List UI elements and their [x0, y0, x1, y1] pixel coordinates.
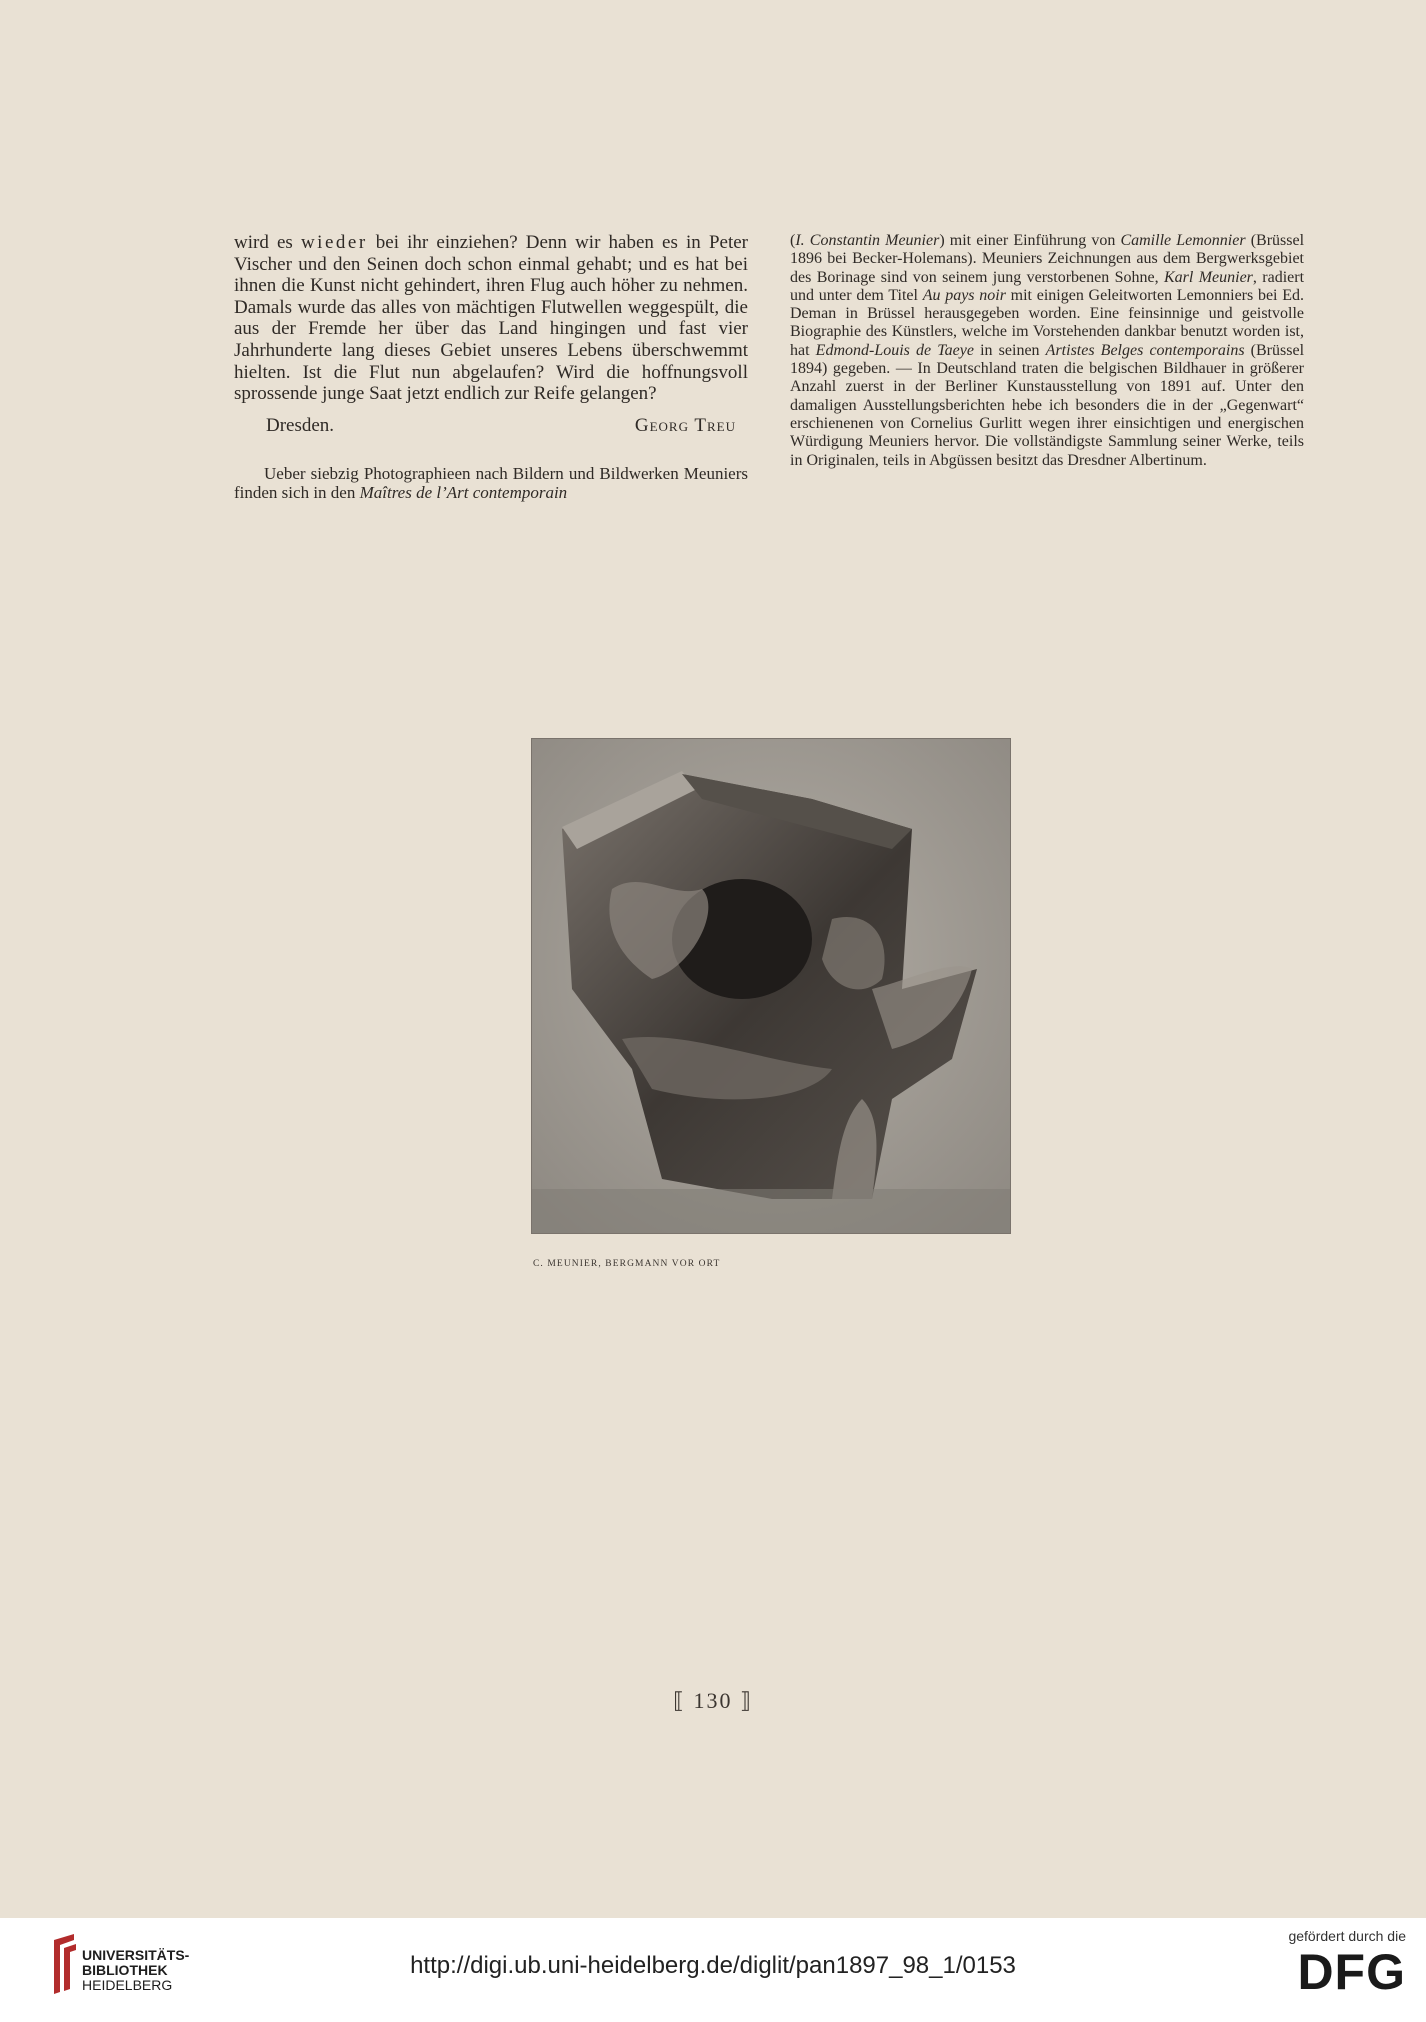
text-run: wird es — [234, 232, 301, 253]
permalink-url[interactable]: http://digi.ub.uni-heidelberg.de/diglit/pan1897_98_1/0153 — [410, 1952, 1016, 1979]
page-number: ⟦ 130 ⟧ — [673, 1688, 753, 1713]
left-text-column — [234, 232, 748, 502]
library-line: BIBLIOTHEK — [82, 1962, 168, 1978]
italic-title: Maîtres de l’Art contemporain — [359, 483, 568, 503]
signature-line — [266, 415, 736, 437]
text-run: , radiert und unter dem Titel — [790, 268, 1305, 304]
footnote-continuation — [790, 232, 1304, 470]
text-run: (Brüssel 1894) gegeben. — In Deutschland traten die belgischen Bildhauer in größerer Anzahl zuerst in der Berliner Kunstausstellung von 1891 auf. Unter den damaligen Ausstellungsberichten hebe ich besonders die in der „Gegenwart“ erschienenen von Cornelius Gurlitt wegen ihrer einsichtigen und energischen Würdigung Meuniers hervor. Die vollständigste Sammlung seiner Werke, teils in Originalen, teils in Abgüssen besitzt das Dresdner Albertinum. — [790, 341, 1305, 469]
right-text-column — [790, 232, 1304, 470]
sculpture-photograph — [531, 738, 1011, 1234]
italic-title: Artistes Belges contemporains — [1045, 341, 1245, 359]
author-name: Georg Treu — [634, 414, 736, 436]
text-run: ( — [790, 232, 796, 249]
funder-block[interactable] — [1266, 1928, 1406, 2000]
text-run: bei ihr einziehen? Denn wir haben es in Peter Vischer und den Seinen doch schon einmal gehabt; und es hat bei ihnen die Kunst nicht gehindert, ihren Flug auch höher zu nehmen. Damals wurde das alles von mächtigen Flutwellen weggespült, die aus der Fremde her über das Land hingingen und fast vier Jahrhunderte lang dieses Gebiet unseres Lebens überschwemmt hielten. Ist die Flut nun abgelaufen? Wird die hoffnungsvoll sprossende junge Saat jetzt endlich zur Reife gelangen? — [234, 232, 748, 405]
italic-name: Karl Meunier — [1163, 268, 1253, 286]
text-run: ) mit einer Einführung von — [939, 232, 1121, 249]
footnote-paragraph — [234, 464, 748, 502]
viewer-footer — [0, 1918, 1426, 2022]
figure-caption: C. MEUNIER, BERGMANN VOR ORT — [533, 1259, 721, 1269]
spaced-word: wieder — [300, 232, 368, 253]
funding-label: gefördert durch die — [1288, 1928, 1406, 1944]
text-run: (Brüssel 1896 bei Becker-Holemans). Meuniers Zeichnungen aus dem Bergwerksgebiet des Borinage sind von seinem jung verstorbenen Sohne, — [790, 232, 1305, 286]
main-paragraph — [234, 232, 748, 405]
italic-name: Edmond-Louis de Taeye — [815, 341, 974, 359]
place-name: Dresden. — [266, 414, 335, 436]
page-number-value: 130 — [693, 1688, 733, 1713]
italic-title: I. Constantin Meunier — [795, 232, 940, 249]
italic-name: Camille Lemonnier — [1120, 232, 1246, 249]
library-line: UNIVERSITÄTS- — [82, 1947, 190, 1963]
text-run: Ueber siebzig Photographieen nach Bildern und Bildwerken Meuniers finden sich in den — [234, 464, 748, 503]
text-run: mit einigen Geleitworten Lemonniers bei Ed. Deman in Brüssel herausgegeben worden. Eine feinsinnige und geistvolle Biographie des Künstlers, welche im Vorstehenden dankbar benutzt worden ist, hat — [790, 286, 1305, 359]
text-run: in seinen — [973, 341, 1046, 359]
library-line: HEIDELBERG — [82, 1977, 173, 1993]
dfg-logo-icon: DFG — [1297, 1944, 1406, 2000]
sculpture-image — [532, 739, 1011, 1234]
italic-title: Au pays noir — [922, 286, 1006, 304]
